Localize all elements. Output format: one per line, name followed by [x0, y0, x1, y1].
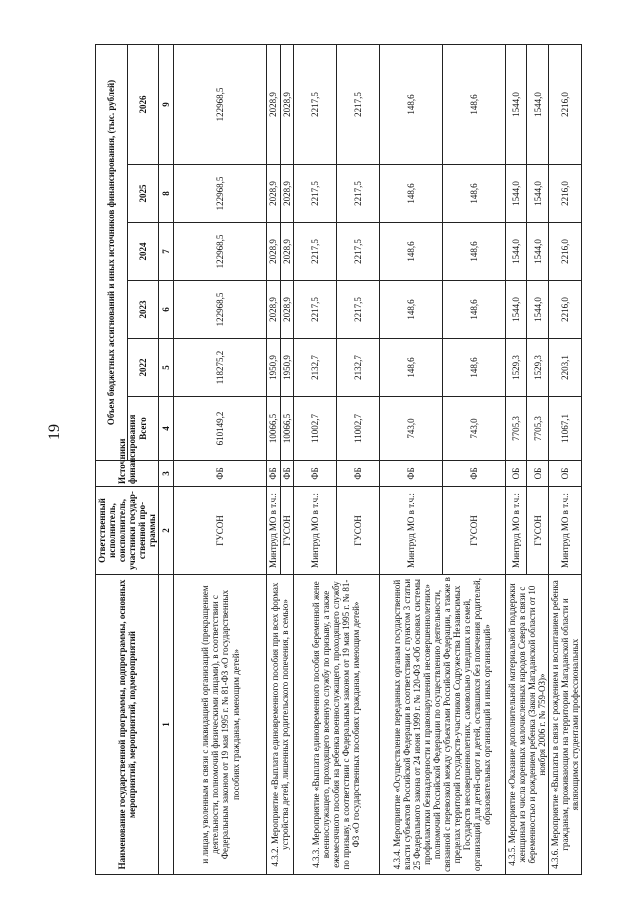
- column-number: 9: [159, 44, 174, 164]
- budget-table: [95, 44, 582, 875]
- row-source: ОБ: [548, 461, 581, 487]
- row-total: 7705,3: [527, 397, 549, 461]
- header-year: 2025: [127, 165, 159, 223]
- row-source: ФБ: [293, 461, 336, 487]
- row-executor: Минтруд МО в т.ч.:: [505, 487, 527, 575]
- column-number: 7: [159, 223, 174, 281]
- row-executor: Минтруд МО в т.ч.:: [379, 487, 442, 575]
- row-2023: 2216,0: [548, 281, 581, 339]
- row-2024: 2216,0: [548, 223, 581, 281]
- row-total: 10066,5: [267, 397, 280, 461]
- row-executor: Минтруд МО в т.ч.:: [267, 487, 280, 575]
- row-2025: 2028,9: [267, 165, 280, 223]
- row-total: 610149,2: [174, 397, 267, 461]
- row-2026: 122968,5: [174, 44, 267, 164]
- row-2026: 1544,0: [527, 44, 549, 164]
- row-2023: 148,6: [379, 281, 442, 339]
- row-2026: 148,6: [379, 44, 442, 164]
- row-total: 10066,5: [280, 397, 293, 461]
- table-row: [267, 44, 280, 874]
- row-total: 11067,1: [548, 397, 581, 461]
- row-name: 4.3.2. Мероприятие «Выплата единовременного пособия при всех формах устройства детей, лишенных родительского попечения, в семью»: [267, 575, 293, 875]
- column-number: 6: [159, 281, 174, 339]
- row-source: ФБ: [336, 461, 379, 487]
- row-executor: Минтруд МО в т.ч.:: [548, 487, 581, 575]
- table-row: [505, 44, 527, 874]
- row-2025: 148,6: [379, 165, 442, 223]
- row-2022: 2132,7: [293, 339, 336, 397]
- row-2023: 2028,9: [280, 281, 293, 339]
- row-2024: 1544,0: [505, 223, 527, 281]
- row-source: ОБ: [505, 461, 527, 487]
- row-2026: 2028,9: [280, 44, 293, 164]
- row-2023: 148,6: [442, 281, 505, 339]
- row-2022: 1529,3: [505, 339, 527, 397]
- row-2025: 148,6: [442, 165, 505, 223]
- row-source: ФБ: [442, 461, 505, 487]
- row-2023: 122968,5: [174, 281, 267, 339]
- header-total: Всего: [127, 397, 159, 461]
- table-row: [548, 44, 581, 874]
- row-executor: ГУСОН: [336, 487, 379, 575]
- row-name: 4.3.3. Мероприятие «Выплата единовременного пособия беременной жене военнослужащего, проходящего военную службу по призыву, а также ежемесячного пособия на ребенка военнослужащего, проходящего службу по призыву, в соответствии с Федеральным законом от 19 мая 1995 г. № 81-ФЗ «О государственных пособиях гражданам, имеющим детей»: [293, 575, 379, 875]
- row-2023: 1544,0: [527, 281, 549, 339]
- row-executor: ГУСОН: [527, 487, 549, 575]
- row-2023: 2028,9: [267, 281, 280, 339]
- row-name: и лицам, уволенным в связи с ликвидацией организаций (прекращением деятельности, полномочий физическими лицами), в соответствии с Федеральным законом от 19 мая 1995 г. № 81-ФЗ «О государственных пособиях гражданам, имеющим детей»: [174, 575, 267, 875]
- row-2025: 2028,9: [280, 165, 293, 223]
- row-2024: 2217,5: [336, 223, 379, 281]
- row-total: 7705,3: [505, 397, 527, 461]
- row-2023: 2217,5: [293, 281, 336, 339]
- header-volume: Объем бюджетных ассигнований и иных источников финансирования, (тыс. рублей): [96, 44, 128, 460]
- row-2026: 2217,5: [293, 44, 336, 164]
- row-executor: ГУСОН: [174, 487, 267, 575]
- row-source: ФБ: [267, 461, 280, 487]
- row-2023: 1544,0: [505, 281, 527, 339]
- row-2022: 148,6: [442, 339, 505, 397]
- row-total: 743,0: [379, 397, 442, 461]
- header-executor: Ответственный исполнитель, соисполнитель, участники государ-ственной про-граммы: [96, 487, 159, 575]
- row-2025: 1544,0: [505, 165, 527, 223]
- row-2024: 148,6: [442, 223, 505, 281]
- row-2026: 2216,0: [548, 44, 581, 164]
- row-2024: 2028,9: [280, 223, 293, 281]
- row-2024: 2217,5: [293, 223, 336, 281]
- row-2022: 2203,1: [548, 339, 581, 397]
- column-number: 8: [159, 165, 174, 223]
- row-2022: 148,6: [379, 339, 442, 397]
- column-number: 1: [159, 575, 174, 875]
- rotated-page: [95, 45, 581, 875]
- row-total: 743,0: [442, 397, 505, 461]
- column-number: 4: [159, 397, 174, 461]
- row-name: 4.3.4. Мероприятие «Осуществление переданных органам государственной власти субъектов Российской Федерации в соответствии с пунктом 3 статьи 25 Федерального закона от 24 июня 1999 г. № 120-ФЗ «Об основах системы профилактики безнадзорности и правонарушений несовершеннолетних» полномочий Российской Федерации по осуществлению деятельности, связанной с перевозкой между субъектами Российской Федерации, а также в пределах территорий государств-участников Содружества Независимых Государств несовершеннолетних, самовольно ушедших из семей, организаций для детей-сирот и детей, оставшихся без попечения родителей, образовательных организаций и иных организаций»: [379, 575, 505, 875]
- row-executor: ГУСОН: [442, 487, 505, 575]
- row-source: ФБ: [280, 461, 293, 487]
- row-2022: 118275,2: [174, 339, 267, 397]
- row-2026: 1544,0: [505, 44, 527, 164]
- page-number: 19: [46, 424, 63, 440]
- header-year: 2022: [127, 339, 159, 397]
- header-year: 2024: [127, 223, 159, 281]
- header-name: Наименование государственной программы, подпрограммы, основных мероприятий, мероприятий, подмероприятий: [96, 575, 159, 875]
- row-source: ОБ: [527, 461, 549, 487]
- row-executor: Минтруд МО в т.ч.:: [293, 487, 336, 575]
- header-year: 2026: [127, 44, 159, 164]
- column-number: 2: [159, 487, 174, 575]
- header-year: 2023: [127, 281, 159, 339]
- column-number: 3: [159, 461, 174, 487]
- row-2026: 148,6: [442, 44, 505, 164]
- row-2022: 2132,7: [336, 339, 379, 397]
- header-source: Источники финансирования: [96, 461, 159, 487]
- row-name: 4.3.6. Мероприятие «Выплаты в связи с рождением и воспитанием ребенка гражданам, проживающим на территории Магаданской области и являющимся студентами профессиональных: [548, 575, 581, 875]
- row-2022: 1950,9: [280, 339, 293, 397]
- row-2024: 2028,9: [267, 223, 280, 281]
- row-source: ФБ: [174, 461, 267, 487]
- row-name: 4.3.5. Мероприятие «Оказание дополнительной материальной поддержки женщинам из числа коренных малочисленных народов Севера в связи с беременностью и рождением ребенка (Закон Магаданской области от 10 ноября 2006 г. № 759-ОЗ)»: [505, 575, 548, 875]
- row-2024: 122968,5: [174, 223, 267, 281]
- table-row: [379, 44, 442, 874]
- row-executor: ГУСОН: [280, 487, 293, 575]
- row-total: 11002,7: [336, 397, 379, 461]
- row-2025: 122968,5: [174, 165, 267, 223]
- table-row: [174, 44, 267, 874]
- row-2022: 1529,3: [527, 339, 549, 397]
- row-2026: 2028,9: [267, 44, 280, 164]
- row-2022: 1950,9: [267, 339, 280, 397]
- column-number: 5: [159, 339, 174, 397]
- row-total: 11002,7: [293, 397, 336, 461]
- row-2025: 2216,0: [548, 165, 581, 223]
- row-2025: 2217,5: [336, 165, 379, 223]
- table-row: [293, 44, 336, 874]
- row-2026: 2217,5: [336, 44, 379, 164]
- row-2024: 1544,0: [527, 223, 549, 281]
- row-2025: 1544,0: [527, 165, 549, 223]
- row-2025: 2217,5: [293, 165, 336, 223]
- row-source: ФБ: [379, 461, 442, 487]
- row-2024: 148,6: [379, 223, 442, 281]
- row-2023: 2217,5: [336, 281, 379, 339]
